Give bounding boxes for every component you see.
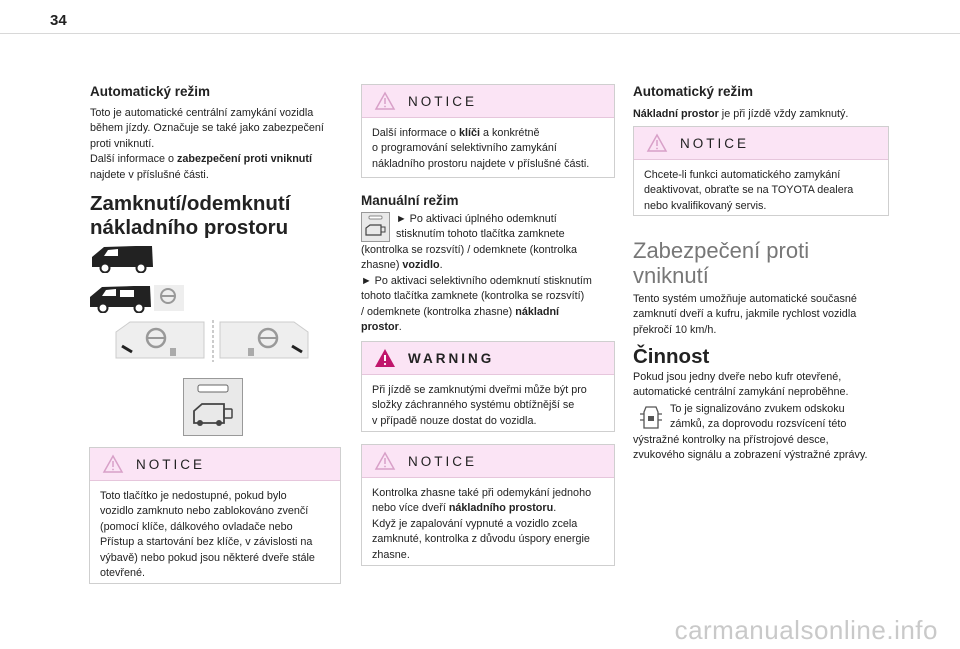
door-panels-icon: [112, 318, 312, 363]
watermark: carmanualsonline.info: [674, 615, 938, 645]
operation-text-indented: To je signalizováno zvukem odskoku zámků, za doprovodu rozsvícení této: [670, 403, 847, 431]
notice-warning-icon: [374, 451, 396, 471]
notice-title: NOTICE: [680, 135, 750, 151]
warning-text: Při jízdě se zamknutými dveřmi může být pro složky záchranného systému obtížnější se v případě nouze dostat do vozidla.: [372, 384, 587, 427]
cargo-lock-button-icon: [183, 378, 243, 436]
notice-warning-icon: [646, 133, 668, 153]
notice-box-unavailable: [89, 447, 341, 584]
anti-intrusion-text: Tento systém umožňuje automatické současné zamknutí dveří a kufru, jakmile rychlost vozidla překročí 10 km/h.: [633, 293, 857, 336]
operation-text-bottom: výstražné kontrolky na přístrojové desce, zvukového signálu a zobrazení výstražné zprávy.: [633, 434, 868, 462]
manual-mode-heading: Manuální režim: [361, 193, 459, 208]
notice-box-dealer: [633, 126, 889, 216]
notice-text: Toto tlačítko je nedostupné, pokud bylo vozidlo zamknuto nebo zablokováno zvenčí (pomocí klíče, dálkového ovladače nebo Přístup a startování bez klíče, v závislosti na výbavě) nebo pokud jsou některé dveře stále otevřené.: [100, 490, 315, 580]
notice-text: Chcete-li funkci automatického zamykání deaktivovat, obraťte se na TOYOTA dealera nebo kvalifikovaný servis.: [644, 169, 854, 212]
warning-icon: [374, 348, 396, 368]
door-open-warning-icon: [639, 404, 663, 432]
van-cargo-icon: [88, 283, 188, 313]
page-number: 34: [50, 12, 67, 29]
notice-title: NOTICE: [408, 93, 478, 109]
auto-mode-cargo-text: Nákladní prostor je při jízdě vždy zamknutý.: [633, 108, 849, 120]
section-title-cargo: Zamknutí/odemknutí nákladního prostoru: [90, 192, 291, 239]
auto-mode-heading: Automatický režim: [90, 84, 211, 99]
section-title-anti-intrusion: Zabezpečení proti vniknutí: [633, 238, 810, 288]
cargo-button-small-icon: [361, 212, 390, 242]
van-icon: [90, 243, 155, 273]
notice-warning-icon: [102, 454, 124, 474]
notice-text: Kontrolka zhasne také při odemykání jednoho nebo více dveří nákladního prostoru. Když je zapalování vypnuté a vozidlo zcela zamknuté, kontrolka z důvodu úspory energie zhasne.: [372, 487, 592, 561]
auto-mode-heading-2: Automatický režim: [633, 84, 754, 99]
top-divider: [0, 33, 960, 34]
warning-title: WARNING: [408, 350, 495, 366]
notice-header: [90, 448, 340, 481]
notice-box-indicator: [361, 444, 615, 566]
notice-warning-icon: [374, 91, 396, 111]
warning-box: [361, 341, 615, 432]
notice-title: NOTICE: [136, 456, 206, 472]
notice-title: NOTICE: [408, 453, 478, 469]
auto-mode-text: Toto je automatické centrální zamykání vozidla během jízdy. Označuje se také jako zabezpečení proti vniknutí. Další informace o zabezpečení proti vniknutí najdete v příslušné části.: [90, 107, 324, 181]
notice-box-key: [361, 84, 615, 178]
manual-text-top: ► Po aktivaci úplného odemknutí stisknutím tohoto tlačítka zamknete: [396, 213, 565, 241]
operation-text-top: Pokud jsou jedny dveře nebo kufr otevřené, automatické centrální zamykání neproběhne.: [633, 371, 849, 399]
operation-heading: Činnost: [633, 345, 710, 368]
manual-text: (kontrolka se rozsvítí) / odemknete (kontrolka zhasne) vozidlo. ► Po aktivaci selektivního odemknutí stisknutím tohoto tlačítka zamknete (kontrolka se rozsvítí) / odemknete (kontrolka zhasne) nákladní prostor.: [361, 244, 592, 334]
notice-text: Další informace o klíči a konkrétně o programování selektivního zamykání nákladního prostoru najdete v příslušné části.: [372, 127, 590, 170]
